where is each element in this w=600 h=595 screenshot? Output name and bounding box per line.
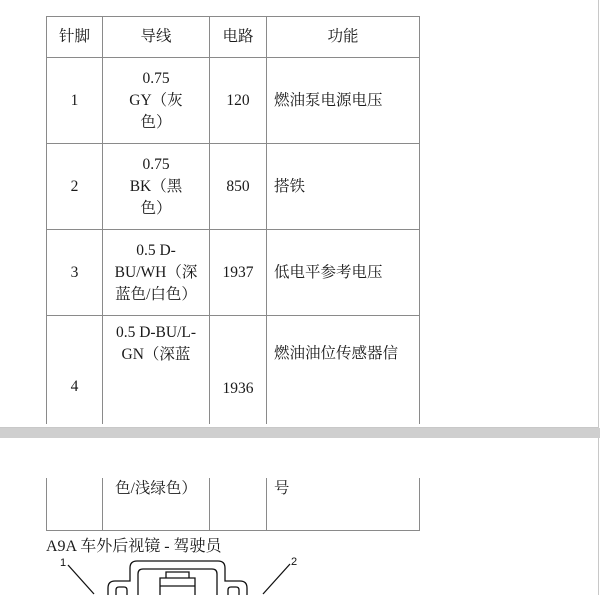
callout-leader-1 [68, 565, 94, 594]
document-page-bottom [0, 438, 599, 595]
wire-line: 0.5 D-BU/L- [115, 324, 197, 341]
wire-line: BK（黑 [129, 177, 183, 195]
table-header-row [47, 17, 420, 58]
header-wire: 导线 [103, 17, 210, 58]
wire-line: 色） [140, 199, 172, 217]
circuit-cell-empty [210, 478, 267, 531]
table-row [47, 478, 420, 531]
pin-table [46, 16, 420, 424]
page-separator [0, 428, 600, 438]
wire-cell [103, 230, 210, 316]
circuit-cell: 1936 [210, 316, 267, 425]
pin-table-continuation [46, 478, 420, 531]
header-function: 功能 [267, 17, 420, 58]
circuit-cell: 1937 [210, 230, 267, 316]
wire-cell [103, 58, 210, 144]
function-cell: 燃油油位传感器信 [267, 316, 420, 425]
pin-cell: 3 [47, 230, 103, 316]
callout-1: 1 [60, 557, 67, 569]
wire-line: 色） [140, 113, 172, 131]
wire-cell [103, 316, 210, 425]
table-row [47, 144, 420, 230]
circuit-cell: 850 [210, 144, 267, 230]
callout-2: 2 [291, 556, 298, 568]
connector-inner [138, 569, 217, 595]
wire-line: BU/WH（深 [114, 263, 198, 281]
pin-cell: 4 [47, 316, 103, 425]
callout-leader-2 [263, 564, 290, 594]
function-cell: 搭铁 [267, 144, 420, 230]
connector-title: A9A 车外后视镜 - 驾驶员 [46, 538, 222, 555]
pin-cell-empty [47, 478, 103, 531]
connector-diagram [50, 554, 310, 595]
function-cell: 低电平参考电压 [267, 230, 420, 316]
header-pin: 针脚 [47, 17, 103, 58]
wire-cell [103, 144, 210, 230]
header-circuit: 电路 [210, 17, 267, 58]
circuit-cell: 120 [210, 58, 267, 144]
wire-line: GY（灰 [129, 91, 183, 109]
pin-cell: 2 [47, 144, 103, 230]
function-cell: 号 [267, 478, 420, 531]
wire-line: 蓝色/白色） [115, 285, 197, 303]
wire-cell: 色/浅绿色） [103, 478, 210, 531]
pin-cell: 1 [47, 58, 103, 144]
table-row [47, 58, 420, 144]
wire-line: 0.75 [142, 155, 170, 173]
table-row [47, 316, 420, 425]
wire-line: GN（深蓝 [121, 346, 191, 363]
wire-line: 0.75 [142, 69, 170, 87]
wire-line: 0.5 D- [136, 241, 176, 259]
table-row [47, 230, 420, 316]
function-cell: 燃油泵电源电压 [267, 58, 420, 144]
